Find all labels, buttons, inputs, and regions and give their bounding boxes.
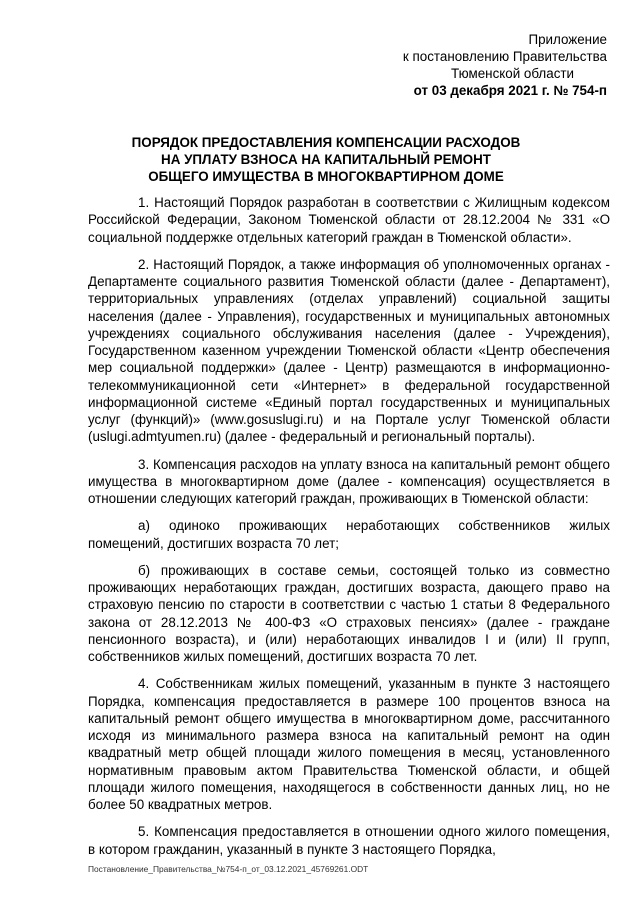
paragraph-1: 1. Настоящий Порядок разработан в соответствии с Жилищным кодексом Российской Федерации, Законом Тюменской области от 28.12.2004 № 331 «О социальной поддержке отдельных категорий граждан в Тюменской области». <box>88 195 610 245</box>
paragraph-3a: а) одиноко проживающих неработающих собственников жилых помещений, достигших возраста 70 лет; <box>88 518 610 551</box>
footer-filename: Постановление_Правительства_№754-п_от_03.12.2021_45769261.ODT <box>88 864 369 874</box>
annex-header <box>347 31 607 99</box>
document-body <box>88 194 610 868</box>
annex-line-1: Приложение <box>528 32 607 47</box>
annex-line-3: Тюменской области <box>451 66 574 81</box>
document-title <box>60 134 592 185</box>
paragraph-4: 4. Собственникам жилых помещений, указанным в пункте 3 настоящего Порядка, компенсация предоставляется в размере 100 процентов взноса на капитальный ремонт общего имущества в многоквартирном доме, рассчитанного исходя из минимального размера взноса на капитальный ремонт на один квадратный метр общей площади жилого помещения в месяц, установленного нормативным правовым актом Правительства Тюменской области, и общей площади жилого помещения, находящегося в собственности данных лиц, но не более 50 квадратных метров. <box>88 676 610 812</box>
title-line-1: ПОРЯДОК ПРЕДОСТАВЛЕНИЯ КОМПЕНСАЦИИ РАСХОДОВ <box>131 135 521 150</box>
title-line-3: ОБЩЕГО ИМУЩЕСТВА В МНОГОКВАРТИРНОМ ДОМЕ <box>148 169 504 184</box>
paragraph-5: 5. Компенсация предоставляется в отношении одного жилого помещения, в котором гражданин, указанный в пункте 3 настоящего Порядка, <box>88 824 610 857</box>
paragraph-3: 3. Компенсация расходов на уплату взноса на капитальный ремонт общего имущества в многоквартирном доме (далее - компенсация) осуществляется в отношении следующих категорий граждан, проживающих в Тюменской области: <box>88 456 610 506</box>
paragraph-3b: б) проживающих в составе семьи, состоящей только из совместно проживающих неработающих граждан, достигших возраста, дающего право на страховую пенсию по старости в соответствии с частью 1 статьи 8 Федерального закона от 28.12.2013 № 400-ФЗ «О страховых пенсиях» (далее - граждане пенсионного возраста), и (или) неработающих инвалидов I и (или) II групп, собственников жилых помещений, достигших возраста 70 лет. <box>88 562 610 664</box>
annex-date-number: от 03 декабря 2021 г. № 754-п <box>413 83 607 98</box>
annex-line-2: к постановлению Правительства <box>402 49 607 64</box>
paragraph-2: 2. Настоящий Порядок, а также информация об уполномоченных органах - Департаменте социального развития Тюменской области (далее - Департамент), территориальных управлениях (отделах управлений) социальной защиты населения (далее - Управления), государственных и муниципальных автономных учреждениях социального обслуживания населения (далее - Учреждения), Государственном казенном учреждении Тюменской области «Центр обеспечения мер социальной поддержки» (далее - Центр) размещаются в информационно-телекоммуникационной сети «Интернет» в федеральной государственной информационной системе «Единый портал государственных и муниципальных услуг (функций)» (www.gosuslugi.ru) и на Портале услуг Тюменской области (uslugi.admtyumen.ru) (далее - федеральный и региональный порталы). <box>88 256 610 445</box>
title-line-2: НА УПЛАТУ ВЗНОСА НА КАПИТАЛЬНЫЙ РЕМОНТ <box>161 152 491 167</box>
